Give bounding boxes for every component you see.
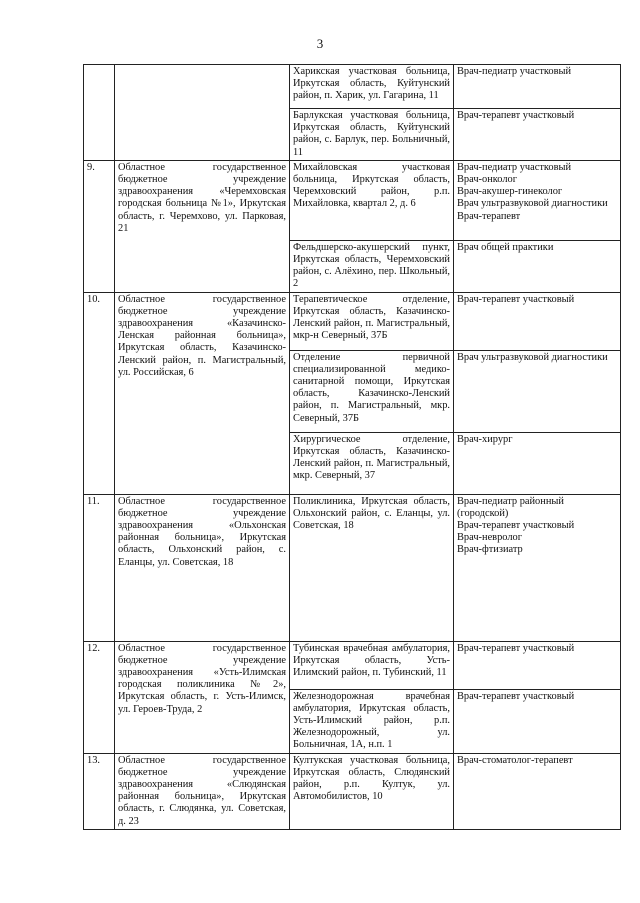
- location-cell: Хирургическое отделение, Иркутская область, Казачинско-Ленский район, п. Магистральный, мкр. Северный, 37: [290, 432, 454, 494]
- location-cell: Поликлиника, Иркутская область, Ольхонский район, с. Еланцы, ул. Советская, 18: [290, 494, 454, 641]
- positions-cell: [454, 292, 621, 350]
- row-number: 11.: [84, 494, 115, 641]
- row-number: 13.: [84, 753, 115, 829]
- location-cell: Отделение первичной специализированной медико-санитарной помощи, Иркутская область, Казачинско-Ленский район, п. Магистральный, мкр. Северный, 37Б: [290, 350, 454, 432]
- organization-cell: Областное государственное бюджетное учреждение здравоохранения «Слюдянская районная больница», Иркутская область, г. Слюдянка, ул. Советская, д. 23: [115, 753, 290, 829]
- positions-text: Врач-стоматолог-терапевт: [457, 754, 573, 766]
- organization-cell: Областное государственное бюджетное учреждение здравоохранения «Усть-Илимская городская поликлиника №2», Иркутская область, г. Усть-Илимск, ул. Героев-Труда, 2: [115, 641, 290, 753]
- clinics-table: [83, 64, 621, 830]
- positions-cell: [454, 160, 621, 240]
- positions-cell: [454, 689, 621, 753]
- table-row: [84, 753, 621, 829]
- location-cell: Култукская участковая больница, Иркутская область, Слюдянский район, р.п. Култук, ул. Автомобилистов, 10: [290, 753, 454, 829]
- row-number: 12.: [84, 641, 115, 753]
- location-cell: Железнодорожная врачебная амбулатория, Иркутская область, Усть-Илимский район, р.п. Железнодорожный, ул. Больничная, 1А, н.п. 1: [290, 689, 454, 753]
- positions-cell: [454, 350, 621, 432]
- organization-cell: Областное государственное бюджетное учреждение здравоохранения «Ольхонская районная больница», Иркутская область, Ольхонский район, с. Еланцы, ул. Советская, 18: [115, 494, 290, 641]
- positions-text: Врач-терапевт участковый: [457, 110, 575, 121]
- location-cell: Фельдшерско-акушерский пункт, Иркутская область, Черемховский район, с. Алёхино, пер. Школьный, 2: [290, 240, 454, 292]
- positions-text: Врач-хирург: [457, 433, 513, 445]
- location-cell: Михайловская участковая больница, Иркутская область, Черемховский район, р.п. Михайловка, квартал 2, д. 6: [290, 160, 454, 240]
- table-row: [84, 494, 621, 641]
- location-cell: Терапевтическое отделение, Иркутская область, Казачинско-Ленский район, п. Магистральный, мкр-н Северный, 37Б: [290, 292, 454, 350]
- positions-text: Врач общей практики: [457, 241, 554, 253]
- table-row: [84, 160, 621, 240]
- organization-cell: Областное государственное бюджетное учреждение здравоохранения «Казачинско-Ленская районная больница», Иркутская область, Казачинско-Ленский район, п. Магистральный, ул. Российская, 6: [115, 292, 290, 494]
- positions-text: Врач-педиатр участковый: [457, 66, 572, 77]
- positions-cell: [454, 432, 621, 494]
- location-cell: Тубинская врачебная амбулатория, Иркутская область, Усть-Илимский район, п. Тубинский, 11: [290, 641, 454, 689]
- positions-text: Врач-педиатр участковый Врач-онколог Врач-акушер-гинеколог Врач ультразвуковой диагностики Врач-терапевт: [457, 161, 608, 222]
- positions-cell: [454, 240, 621, 292]
- location-cell: Харикская участковая больница, Иркутская область, Куйтунский район, п. Харик, ул. Гагарина, 11: [290, 65, 454, 109]
- location-cell: Барлукская участковая больница, Иркутская область, Куйтунский район, с. Барлук, пер. Больничный, 11: [290, 109, 454, 161]
- positions-text: Врач-педиатр районный (городской) Врач-терапевт участковый Врач-невролог Врач-фтизиатр: [457, 495, 575, 556]
- table-row: [84, 641, 621, 689]
- positions-text: Врач-терапевт участковый: [457, 642, 575, 654]
- positions-cell: [454, 65, 621, 109]
- positions-cell: [454, 753, 621, 829]
- organization-cell: [115, 65, 290, 161]
- organization-cell: Областное государственное бюджетное учреждение здравоохранения «Черемховская городская больница №1», Иркутская область, г. Черемхово, ул. Парковая, 21: [115, 160, 290, 292]
- table-row: [84, 65, 621, 109]
- page-number: 3: [316, 36, 324, 51]
- positions-text: Врач ультразвуковой диагностики: [457, 351, 608, 363]
- positions-cell: [454, 494, 621, 641]
- positions-cell: [454, 641, 621, 689]
- row-number: 9.: [84, 160, 115, 292]
- positions-text: Врач-терапевт участковый: [457, 293, 575, 305]
- positions-text: Врач-терапевт участковый: [457, 690, 575, 702]
- positions-cell: [454, 109, 621, 161]
- row-number: [84, 65, 115, 161]
- row-number: 10.: [84, 292, 115, 494]
- table-row: [84, 292, 621, 350]
